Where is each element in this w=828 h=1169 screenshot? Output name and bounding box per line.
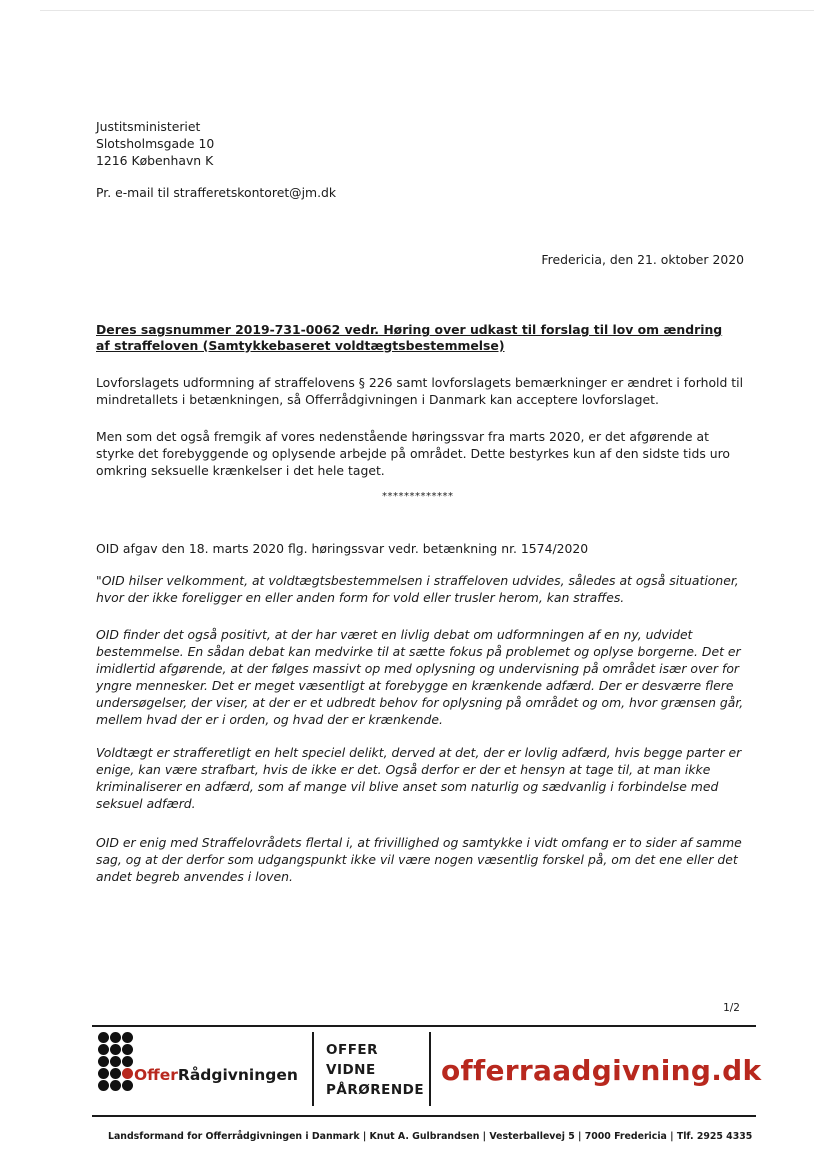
recipient-line-1: Justitsministeriet — [96, 119, 201, 134]
paragraph-2: Men som det også fremgik af vores nedenstående høringssvar fra marts 2020, er det afgørende at styrke det forebyggende og oplysende arbejde på området. Dette bestyrkes kun af den sidste tids uro omkring seksuelle krænkelser i det hele taget. — [96, 429, 730, 478]
role-vidne: VIDNE — [326, 1062, 376, 1078]
paragraph-1: Lovforslagets udformning af straffelovens § 226 samt lovforslagets bemærkninger er ændret i forhold til mindretallets i betænkningen, så Offerrådgivningen i Danmark kan acceptere lovforslaget. — [96, 375, 744, 407]
role-offer: OFFER — [326, 1042, 379, 1058]
quote-paragraph-3: Voldtægt er strafferetligt en helt speciel delikt, derved at det, der er lovlig adfærd, hvis begge parter er enige, kan være strafbart, hvis de ikke er det. Også derfor er der et hensyn at tage til, at man ikke kriminaliserer en adfærd, som af mange vil blive anset som naturlig og sædvanlig i forbindelse med seksuel adfærd. — [96, 745, 742, 811]
footer-contact-line: Landsformand for Offerrådgivningen i Danmark | Knut A. Gulbrandsen | Vesterballevej 5 | 7000 Fredericia | Tlf. 2925 4335 — [108, 1131, 753, 1142]
logo-wordmark — [134, 1066, 298, 1084]
roles-list — [326, 1040, 424, 1100]
email-line: Pr. e-mail til strafferetskontoret@jm.dk — [96, 185, 337, 200]
website-link[interactable]: offerraadgivning.dk — [441, 1054, 762, 1087]
subject-heading: Deres sagsnummer 2019-731-0062 vedr. Høring over udkast til forslag til lov om ændring af straffeloven (Samtykkebaseret voldtægtsbestemmelse) — [96, 322, 723, 353]
footer-vertical-divider-2 — [429, 1032, 431, 1106]
page-number: 1/2 — [723, 1002, 740, 1014]
recipient-address — [96, 118, 214, 169]
paragraph-3: OID afgav den 18. marts 2020 flg. høringssvar vedr. betænkning nr. 1574/2020 — [96, 541, 589, 556]
quote-paragraph-2: OID finder det også positivt, at der har været en livlig debat om udformningen af en ny, udvidet bestemmelse. En sådan debat kan medvirke til at sætte fokus på problemet og oplyse borgerne. Det er imidlertid afgørende, at der følges massivt op med oplysning og undervisning på området især over for yngre mennesker. Det er meget væsentligt at forebygge en krænkende adfærd. Der er desværre flere undersøgelser, der viser, at der er et udbredt behov for oplysning på området og om, hvor grænsen går, mellem hvad der er i orden, og hvad der er krænkende. — [96, 627, 744, 727]
footer-divider-top — [92, 1025, 756, 1027]
logo-dots-icon — [98, 1032, 134, 1104]
role-paaroerende: PÅRØRENDE — [326, 1082, 425, 1098]
logo-wordmark-black: Rådgivningen — [177, 1066, 298, 1084]
logo-wordmark-red: Offer — [134, 1066, 178, 1084]
quote-paragraph-4: OID er enig med Straffelovrådets flertal i, at frivillighed og samtykke i vidt omfang er to sider af samme sag, og at der derfor som udgangspunkt ikke vil være nogen væsentlig forskel på, om det ene eller det andet begreb anvendes i loven. — [96, 835, 742, 884]
recipient-line-2: Slotsholmsgade 10 — [96, 136, 215, 151]
separator: ************* — [382, 491, 454, 502]
date-line: Fredericia, den 21. oktober 2020 — [541, 252, 744, 267]
scan-edge-line — [40, 10, 814, 11]
recipient-line-3: 1216 København K — [96, 153, 214, 168]
footer-divider-bottom — [92, 1115, 756, 1117]
footer-vertical-divider-1 — [312, 1032, 314, 1106]
quote-paragraph-1: "OID hilser velkomment, at voldtægtsbestemmelsen i straffeloven udvides, således at også situationer, hvor der ikke foreligger en eller anden form for vold eller trusler herom, kan straffes. — [96, 573, 739, 605]
